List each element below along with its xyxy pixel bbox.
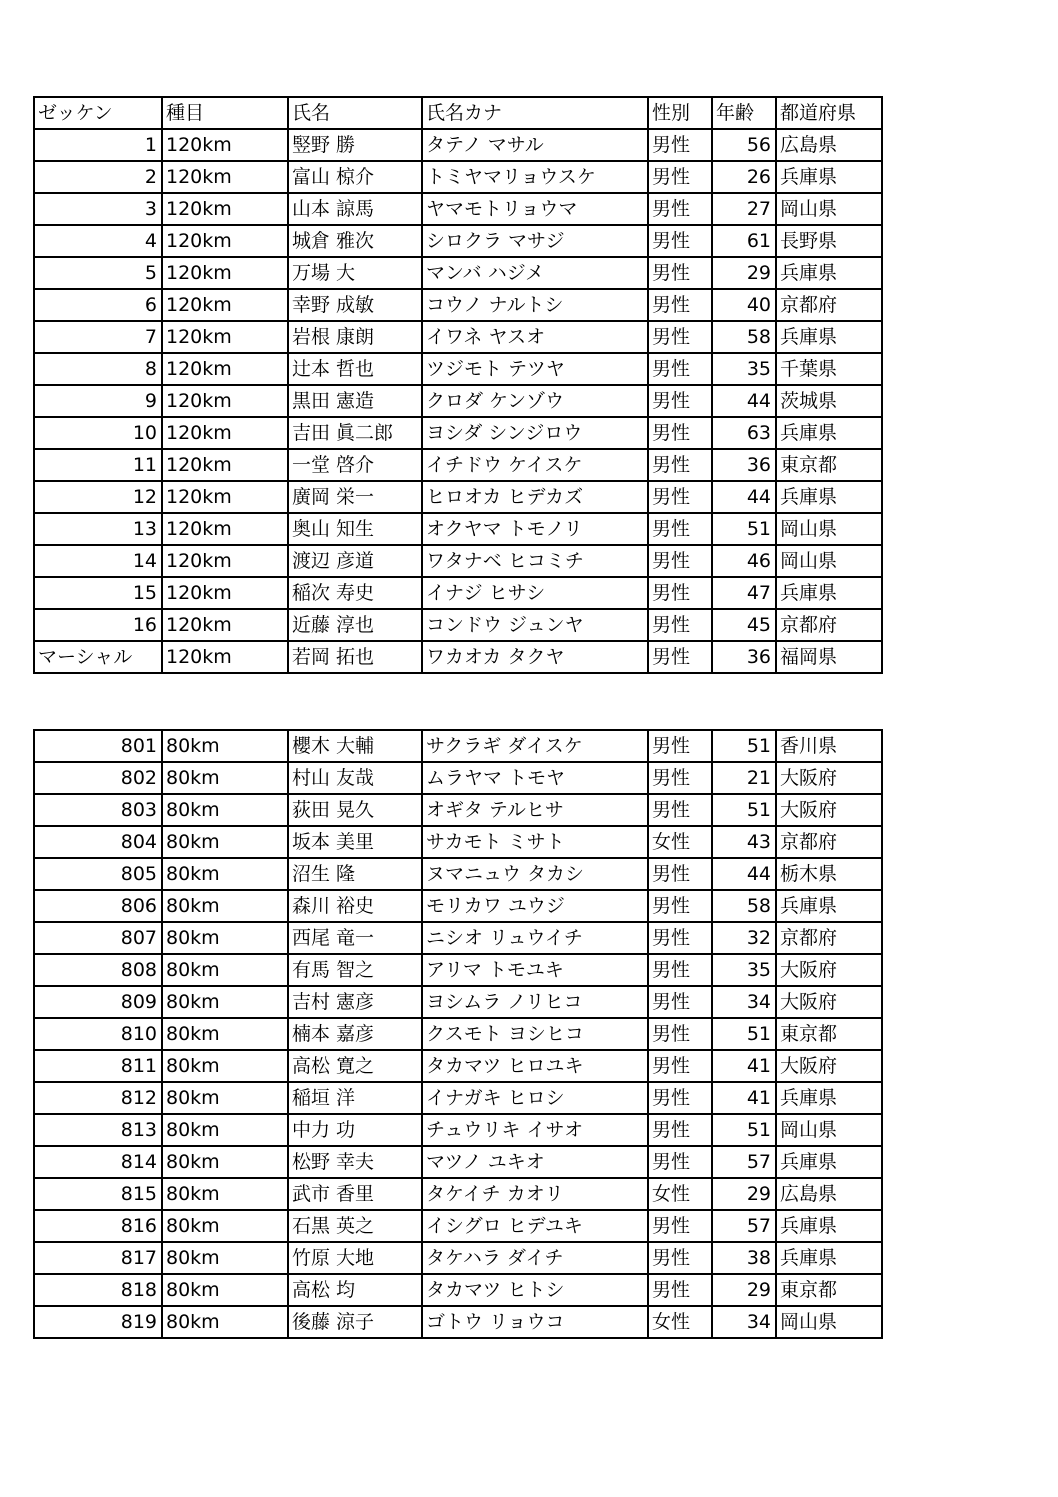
bib-cell: 8 (34, 353, 162, 385)
name-kana-cell: オクヤマ トモノリ (422, 513, 648, 545)
prefecture-cell: 兵庫県 (776, 1242, 882, 1274)
age-cell: 36 (712, 449, 776, 481)
bib-cell: 13 (34, 513, 162, 545)
age-cell: 21 (712, 762, 776, 794)
prefecture-cell: 大阪府 (776, 986, 882, 1018)
name-kana-cell: ツジモト テツヤ (422, 353, 648, 385)
prefecture-cell: 大阪府 (776, 1050, 882, 1082)
header-name-kana: 氏名カナ (422, 97, 648, 129)
name-cell: 坂本 美里 (288, 826, 422, 858)
age-cell: 57 (712, 1146, 776, 1178)
name-cell: 高松 寛之 (288, 1050, 422, 1082)
bib-cell: 811 (34, 1050, 162, 1082)
event-cell: 120km (162, 385, 288, 417)
table-row (34, 577, 882, 609)
name-kana-cell: タテノ マサル (422, 129, 648, 161)
gender-cell: 男性 (648, 353, 712, 385)
table-row (34, 417, 882, 449)
gender-cell: 男性 (648, 1210, 712, 1242)
name-kana-cell: ヤマモトリョウマ (422, 193, 648, 225)
name-cell: 竪野 勝 (288, 129, 422, 161)
name-cell: 稲垣 洋 (288, 1082, 422, 1114)
name-kana-cell: ワカオカ タクヤ (422, 641, 648, 673)
prefecture-cell: 兵庫県 (776, 1146, 882, 1178)
event-cell: 120km (162, 417, 288, 449)
age-cell: 29 (712, 257, 776, 289)
gender-cell: 男性 (648, 794, 712, 826)
event-cell: 120km (162, 609, 288, 641)
name-kana-cell: チュウリキ イサオ (422, 1114, 648, 1146)
event-cell: 80km (162, 1242, 288, 1274)
event-cell: 80km (162, 762, 288, 794)
event-cell: 80km (162, 1178, 288, 1210)
table-row (34, 826, 882, 858)
table-row (34, 954, 882, 986)
name-cell: 高松 均 (288, 1274, 422, 1306)
name-kana-cell: シロクラ マサジ (422, 225, 648, 257)
event-cell: 120km (162, 353, 288, 385)
event-cell: 80km (162, 986, 288, 1018)
event-cell: 80km (162, 1018, 288, 1050)
prefecture-cell: 兵庫県 (776, 1082, 882, 1114)
event-cell: 80km (162, 1306, 288, 1338)
gender-cell: 男性 (648, 545, 712, 577)
gender-cell: 男性 (648, 858, 712, 890)
gender-cell: 男性 (648, 449, 712, 481)
name-kana-cell: タケイチ カオリ (422, 1178, 648, 1210)
prefecture-cell: 岡山県 (776, 1114, 882, 1146)
event-cell: 80km (162, 730, 288, 762)
age-cell: 29 (712, 1274, 776, 1306)
table-row (34, 1050, 882, 1082)
table-row (34, 1082, 882, 1114)
event-cell: 80km (162, 794, 288, 826)
event-cell: 120km (162, 225, 288, 257)
age-cell: 58 (712, 890, 776, 922)
table-row (34, 641, 882, 673)
table-row (34, 257, 882, 289)
name-kana-cell: イナジ ヒサシ (422, 577, 648, 609)
age-cell: 61 (712, 225, 776, 257)
name-cell: 廣岡 栄一 (288, 481, 422, 513)
name-cell: 武市 香里 (288, 1178, 422, 1210)
bib-cell: 804 (34, 826, 162, 858)
event-cell: 80km (162, 1274, 288, 1306)
gender-cell: 男性 (648, 609, 712, 641)
gender-cell: 男性 (648, 890, 712, 922)
name-cell: 富山 椋介 (288, 161, 422, 193)
gender-cell: 男性 (648, 922, 712, 954)
table-row (34, 129, 882, 161)
event-cell: 120km (162, 129, 288, 161)
name-kana-cell: サカモト ミサト (422, 826, 648, 858)
bib-cell: 15 (34, 577, 162, 609)
bib-cell: 802 (34, 762, 162, 794)
gender-cell: 男性 (648, 730, 712, 762)
name-cell: 後藤 涼子 (288, 1306, 422, 1338)
age-cell: 38 (712, 1242, 776, 1274)
entry-table-120km (33, 96, 883, 674)
event-cell: 80km (162, 1146, 288, 1178)
name-cell: 松野 幸夫 (288, 1146, 422, 1178)
event-cell: 120km (162, 481, 288, 513)
gender-cell: 女性 (648, 1178, 712, 1210)
gender-cell: 男性 (648, 129, 712, 161)
bib-cell: 801 (34, 730, 162, 762)
event-cell: 120km (162, 449, 288, 481)
prefecture-cell: 福岡県 (776, 641, 882, 673)
name-cell: 吉村 憲彦 (288, 986, 422, 1018)
table-row (34, 513, 882, 545)
header-age: 年齢 (712, 97, 776, 129)
prefecture-cell: 岡山県 (776, 193, 882, 225)
age-cell: 56 (712, 129, 776, 161)
bib-cell: 805 (34, 858, 162, 890)
name-kana-cell: イワネ ヤスオ (422, 321, 648, 353)
age-cell: 47 (712, 577, 776, 609)
age-cell: 57 (712, 1210, 776, 1242)
table-row (34, 1178, 882, 1210)
event-cell: 120km (162, 193, 288, 225)
header-event: 種目 (162, 97, 288, 129)
entry-table-80km (33, 729, 883, 1339)
name-kana-cell: タケハラ ダイチ (422, 1242, 648, 1274)
event-cell: 80km (162, 1114, 288, 1146)
name-cell: 山本 諒馬 (288, 193, 422, 225)
bib-cell: 812 (34, 1082, 162, 1114)
bib-cell: 7 (34, 321, 162, 353)
event-cell: 80km (162, 1050, 288, 1082)
name-cell: 荻田 晃久 (288, 794, 422, 826)
event-cell: 80km (162, 858, 288, 890)
table-row (34, 1018, 882, 1050)
bib-cell: 5 (34, 257, 162, 289)
name-kana-cell: トミヤマリョウスケ (422, 161, 648, 193)
gender-cell: 男性 (648, 481, 712, 513)
gender-cell: 男性 (648, 161, 712, 193)
age-cell: 44 (712, 481, 776, 513)
name-cell: 一堂 啓介 (288, 449, 422, 481)
table-row (34, 1210, 882, 1242)
gender-cell: 男性 (648, 1018, 712, 1050)
name-kana-cell: マツノ ユキオ (422, 1146, 648, 1178)
prefecture-cell: 京都府 (776, 922, 882, 954)
name-cell: 幸野 成敏 (288, 289, 422, 321)
prefecture-cell: 岡山県 (776, 1306, 882, 1338)
name-kana-cell: クロダ ケンゾウ (422, 385, 648, 417)
bib-cell: 1 (34, 129, 162, 161)
name-kana-cell: コウノ ナルトシ (422, 289, 648, 321)
prefecture-cell: 広島県 (776, 1178, 882, 1210)
age-cell: 35 (712, 353, 776, 385)
table-row (34, 545, 882, 577)
age-cell: 44 (712, 858, 776, 890)
name-cell: 万場 大 (288, 257, 422, 289)
bib-cell: 16 (34, 609, 162, 641)
bib-cell: 819 (34, 1306, 162, 1338)
prefecture-cell: 兵庫県 (776, 890, 882, 922)
age-cell: 40 (712, 289, 776, 321)
gender-cell: 男性 (648, 641, 712, 673)
name-cell: 渡辺 彦道 (288, 545, 422, 577)
bib-cell: 818 (34, 1274, 162, 1306)
gender-cell: 女性 (648, 826, 712, 858)
gender-cell: 男性 (648, 193, 712, 225)
bib-cell: 10 (34, 417, 162, 449)
event-cell: 80km (162, 1210, 288, 1242)
gender-cell: 男性 (648, 762, 712, 794)
age-cell: 51 (712, 1018, 776, 1050)
name-kana-cell: サクラギ ダイスケ (422, 730, 648, 762)
gender-cell: 男性 (648, 1242, 712, 1274)
event-cell: 80km (162, 954, 288, 986)
name-kana-cell: タカマツ ヒロユキ (422, 1050, 648, 1082)
name-cell: 城倉 雅次 (288, 225, 422, 257)
prefecture-cell: 香川県 (776, 730, 882, 762)
gender-cell: 男性 (648, 986, 712, 1018)
name-kana-cell: イナガキ ヒロシ (422, 1082, 648, 1114)
age-cell: 58 (712, 321, 776, 353)
name-cell: 西尾 竜一 (288, 922, 422, 954)
event-cell: 120km (162, 289, 288, 321)
event-cell: 80km (162, 1082, 288, 1114)
header-gender: 性別 (648, 97, 712, 129)
table-row (34, 481, 882, 513)
age-cell: 51 (712, 794, 776, 826)
table-row (34, 1114, 882, 1146)
prefecture-cell: 兵庫県 (776, 417, 882, 449)
bib-cell: 2 (34, 161, 162, 193)
bib-cell: 814 (34, 1146, 162, 1178)
table-row (34, 449, 882, 481)
bib-cell: 6 (34, 289, 162, 321)
bib-cell: 807 (34, 922, 162, 954)
prefecture-cell: 京都府 (776, 609, 882, 641)
name-cell: 沼生 隆 (288, 858, 422, 890)
header-bib: ゼッケン (34, 97, 162, 129)
name-kana-cell: アリマ トモユキ (422, 954, 648, 986)
bib-cell: 14 (34, 545, 162, 577)
gender-cell: 男性 (648, 1050, 712, 1082)
prefecture-cell: 大阪府 (776, 794, 882, 826)
table-row (34, 986, 882, 1018)
gender-cell: 女性 (648, 1306, 712, 1338)
header-row (34, 97, 882, 129)
name-cell: 稲次 寿史 (288, 577, 422, 609)
bib-cell: 815 (34, 1178, 162, 1210)
bib-cell: マーシャル (34, 641, 162, 673)
table-row (34, 321, 882, 353)
event-cell: 120km (162, 257, 288, 289)
age-cell: 34 (712, 1306, 776, 1338)
age-cell: 27 (712, 193, 776, 225)
name-cell: 森川 裕史 (288, 890, 422, 922)
bib-cell: 12 (34, 481, 162, 513)
name-kana-cell: コンドウ ジュンヤ (422, 609, 648, 641)
table-row (34, 762, 882, 794)
table-row (34, 385, 882, 417)
gender-cell: 男性 (648, 1082, 712, 1114)
prefecture-cell: 東京都 (776, 1018, 882, 1050)
gender-cell: 男性 (648, 257, 712, 289)
event-cell: 120km (162, 161, 288, 193)
age-cell: 29 (712, 1178, 776, 1210)
bib-cell: 810 (34, 1018, 162, 1050)
prefecture-cell: 京都府 (776, 826, 882, 858)
table-row (34, 161, 882, 193)
age-cell: 63 (712, 417, 776, 449)
table-row (34, 730, 882, 762)
bib-cell: 808 (34, 954, 162, 986)
event-cell: 80km (162, 890, 288, 922)
name-kana-cell: イシグロ ヒデユキ (422, 1210, 648, 1242)
bib-cell: 817 (34, 1242, 162, 1274)
name-cell: 近藤 淳也 (288, 609, 422, 641)
age-cell: 43 (712, 826, 776, 858)
age-cell: 46 (712, 545, 776, 577)
name-cell: 村山 友哉 (288, 762, 422, 794)
age-cell: 51 (712, 513, 776, 545)
table-row (34, 1242, 882, 1274)
name-kana-cell: ムラヤマ トモヤ (422, 762, 648, 794)
table-row (34, 193, 882, 225)
gender-cell: 男性 (648, 1274, 712, 1306)
prefecture-cell: 栃木県 (776, 858, 882, 890)
bib-cell: 803 (34, 794, 162, 826)
bib-cell: 806 (34, 890, 162, 922)
event-cell: 120km (162, 641, 288, 673)
table-row (34, 289, 882, 321)
prefecture-cell: 岡山県 (776, 545, 882, 577)
name-kana-cell: クスモト ヨシヒコ (422, 1018, 648, 1050)
event-cell: 120km (162, 545, 288, 577)
table-row (34, 794, 882, 826)
name-cell: 有馬 智之 (288, 954, 422, 986)
table-row (34, 353, 882, 385)
bib-cell: 813 (34, 1114, 162, 1146)
name-cell: 若岡 拓也 (288, 641, 422, 673)
name-kana-cell: イチドウ ケイスケ (422, 449, 648, 481)
table-row (34, 609, 882, 641)
table-row (34, 225, 882, 257)
name-kana-cell: ヨシダ シンジロウ (422, 417, 648, 449)
name-cell: 岩根 康朗 (288, 321, 422, 353)
name-kana-cell: モリカワ ユウジ (422, 890, 648, 922)
name-kana-cell: タカマツ ヒトシ (422, 1274, 648, 1306)
age-cell: 51 (712, 730, 776, 762)
bib-cell: 4 (34, 225, 162, 257)
gender-cell: 男性 (648, 1114, 712, 1146)
name-kana-cell: ヨシムラ ノリヒコ (422, 986, 648, 1018)
name-cell: 奥山 知生 (288, 513, 422, 545)
age-cell: 35 (712, 954, 776, 986)
name-kana-cell: ゴトウ リョウコ (422, 1306, 648, 1338)
prefecture-cell: 兵庫県 (776, 161, 882, 193)
table-row (34, 858, 882, 890)
age-cell: 36 (712, 641, 776, 673)
name-cell: 吉田 眞二郎 (288, 417, 422, 449)
prefecture-cell: 大阪府 (776, 954, 882, 986)
name-kana-cell: マンバ ハジメ (422, 257, 648, 289)
name-cell: 石黒 英之 (288, 1210, 422, 1242)
prefecture-cell: 兵庫県 (776, 1210, 882, 1242)
bib-cell: 816 (34, 1210, 162, 1242)
prefecture-cell: 東京都 (776, 1274, 882, 1306)
event-cell: 120km (162, 321, 288, 353)
age-cell: 41 (712, 1082, 776, 1114)
prefecture-cell: 大阪府 (776, 762, 882, 794)
table-row (34, 1146, 882, 1178)
name-cell: 黒田 憲造 (288, 385, 422, 417)
bib-cell: 809 (34, 986, 162, 1018)
name-cell: 中力 功 (288, 1114, 422, 1146)
name-cell: 辻本 哲也 (288, 353, 422, 385)
gender-cell: 男性 (648, 577, 712, 609)
bib-cell: 9 (34, 385, 162, 417)
prefecture-cell: 岡山県 (776, 513, 882, 545)
gender-cell: 男性 (648, 954, 712, 986)
prefecture-cell: 兵庫県 (776, 481, 882, 513)
age-cell: 26 (712, 161, 776, 193)
prefecture-cell: 兵庫県 (776, 257, 882, 289)
table-row (34, 922, 882, 954)
gender-cell: 男性 (648, 321, 712, 353)
name-kana-cell: ワタナベ ヒコミチ (422, 545, 648, 577)
gender-cell: 男性 (648, 417, 712, 449)
gender-cell: 男性 (648, 513, 712, 545)
prefecture-cell: 千葉県 (776, 353, 882, 385)
table-row (34, 890, 882, 922)
header-prefecture: 都道府県 (776, 97, 882, 129)
prefecture-cell: 広島県 (776, 129, 882, 161)
age-cell: 45 (712, 609, 776, 641)
gender-cell: 男性 (648, 289, 712, 321)
name-cell: 櫻木 大輔 (288, 730, 422, 762)
table-row (34, 1306, 882, 1338)
name-kana-cell: オギタ テルヒサ (422, 794, 648, 826)
gender-cell: 男性 (648, 1146, 712, 1178)
table-row (34, 1274, 882, 1306)
prefecture-cell: 東京都 (776, 449, 882, 481)
name-cell: 楠本 嘉彦 (288, 1018, 422, 1050)
name-kana-cell: ヒロオカ ヒデカズ (422, 481, 648, 513)
bib-cell: 3 (34, 193, 162, 225)
prefecture-cell: 兵庫県 (776, 577, 882, 609)
age-cell: 51 (712, 1114, 776, 1146)
event-cell: 120km (162, 577, 288, 609)
age-cell: 34 (712, 986, 776, 1018)
age-cell: 44 (712, 385, 776, 417)
name-kana-cell: ニシオ リュウイチ (422, 922, 648, 954)
name-cell: 竹原 大地 (288, 1242, 422, 1274)
age-cell: 32 (712, 922, 776, 954)
header-name: 氏名 (288, 97, 422, 129)
gender-cell: 男性 (648, 385, 712, 417)
event-cell: 80km (162, 922, 288, 954)
prefecture-cell: 茨城県 (776, 385, 882, 417)
event-cell: 80km (162, 826, 288, 858)
prefecture-cell: 長野県 (776, 225, 882, 257)
bib-cell: 11 (34, 449, 162, 481)
prefecture-cell: 京都府 (776, 289, 882, 321)
age-cell: 41 (712, 1050, 776, 1082)
prefecture-cell: 兵庫県 (776, 321, 882, 353)
name-kana-cell: ヌマニュウ タカシ (422, 858, 648, 890)
event-cell: 120km (162, 513, 288, 545)
gender-cell: 男性 (648, 225, 712, 257)
